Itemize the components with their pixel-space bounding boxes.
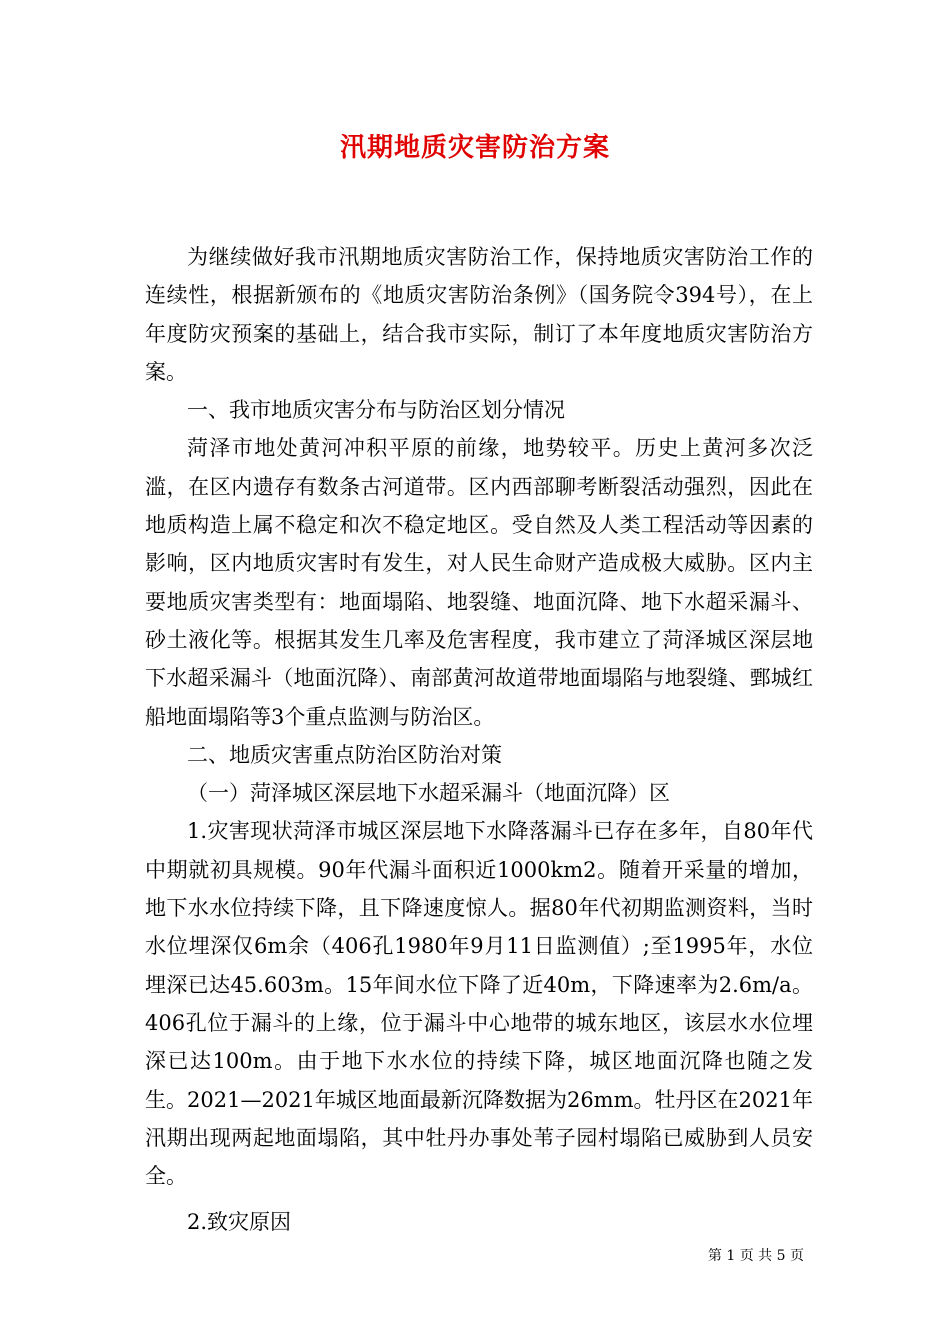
cause-heading: 2.致灾原因 [187,1210,292,1235]
intro-paragraph: 为继续做好我市汛期地质灾害防治工作，保持地质灾害防治工作的连续性，根据新颁布的《地质灾害防治条例》（国务院令394号），在上年度防灾预案的基础上，结合我市实际，制订了本年度地质灾害防治方案。 [145,245,813,384]
section-heading-1: 一、我市地质灾害分布与防治区划分情况 [187,398,565,423]
page-number: 第 1 页 共 5 页 [707,1248,804,1264]
disaster-status-paragraph: 1.灾害现状菏泽市城区深层地下水降落漏斗已存在多年，自80年代中期就初具规模。90年代漏斗面积近1000km2。随着开采量的增加，地下水水位持续下降，且下降速度惊人。据80年代初期监测资料，当时水位埋深仅6m余（406孔1980年9月11日监测值）;至1995年，水位埋深已达45.603m。15年间水位下降了近40m，下降速率为2.6m/a。406孔位于漏斗的上缘，位于漏斗中心地带的城东地区，该层水水位埋深已达100m。由于地下水水位的持续下降，城区地面沉降也随之发生。2021—2021年城区地面最新沉降数据为26mm。牡丹区在2021年汛期出现两起地面塌陷，其中牡丹办事处苇子园村塌陷已威胁到人员安全。 [145,819,813,1189]
subsection-heading-1: （一）菏泽城区深层地下水超采漏斗（地面沉降）区 [187,781,670,806]
document-title: 汛期地质灾害防治方案 [339,133,610,163]
distribution-paragraph: 菏泽市地处黄河冲积平原的前缘，地势较平。历史上黄河多次泛滥，在区内遗存有数条古河道带。区内西部聊考断裂活动强烈，因此在地质构造上属不稳定和次不稳定地区。受自然及人类工程活动等因素的影响，区内地质灾害时有发生，对人民生命财产造成极大威胁。区内主要地质灾害类型有：地面塌陷、地裂缝、地面沉降、地下水超采漏斗、砂土液化等。根据其发生几率及危害程度，我市建立了菏泽城区深层地下水超采漏斗（地面沉降）、南部黄河故道带地面塌陷与地裂缝、鄄城红船地面塌陷等3个重点监测与防治区。 [145,436,813,729]
document-body [145,238,813,1242]
section-heading-2: 二、地质灾害重点防治区防治对策 [187,742,502,767]
